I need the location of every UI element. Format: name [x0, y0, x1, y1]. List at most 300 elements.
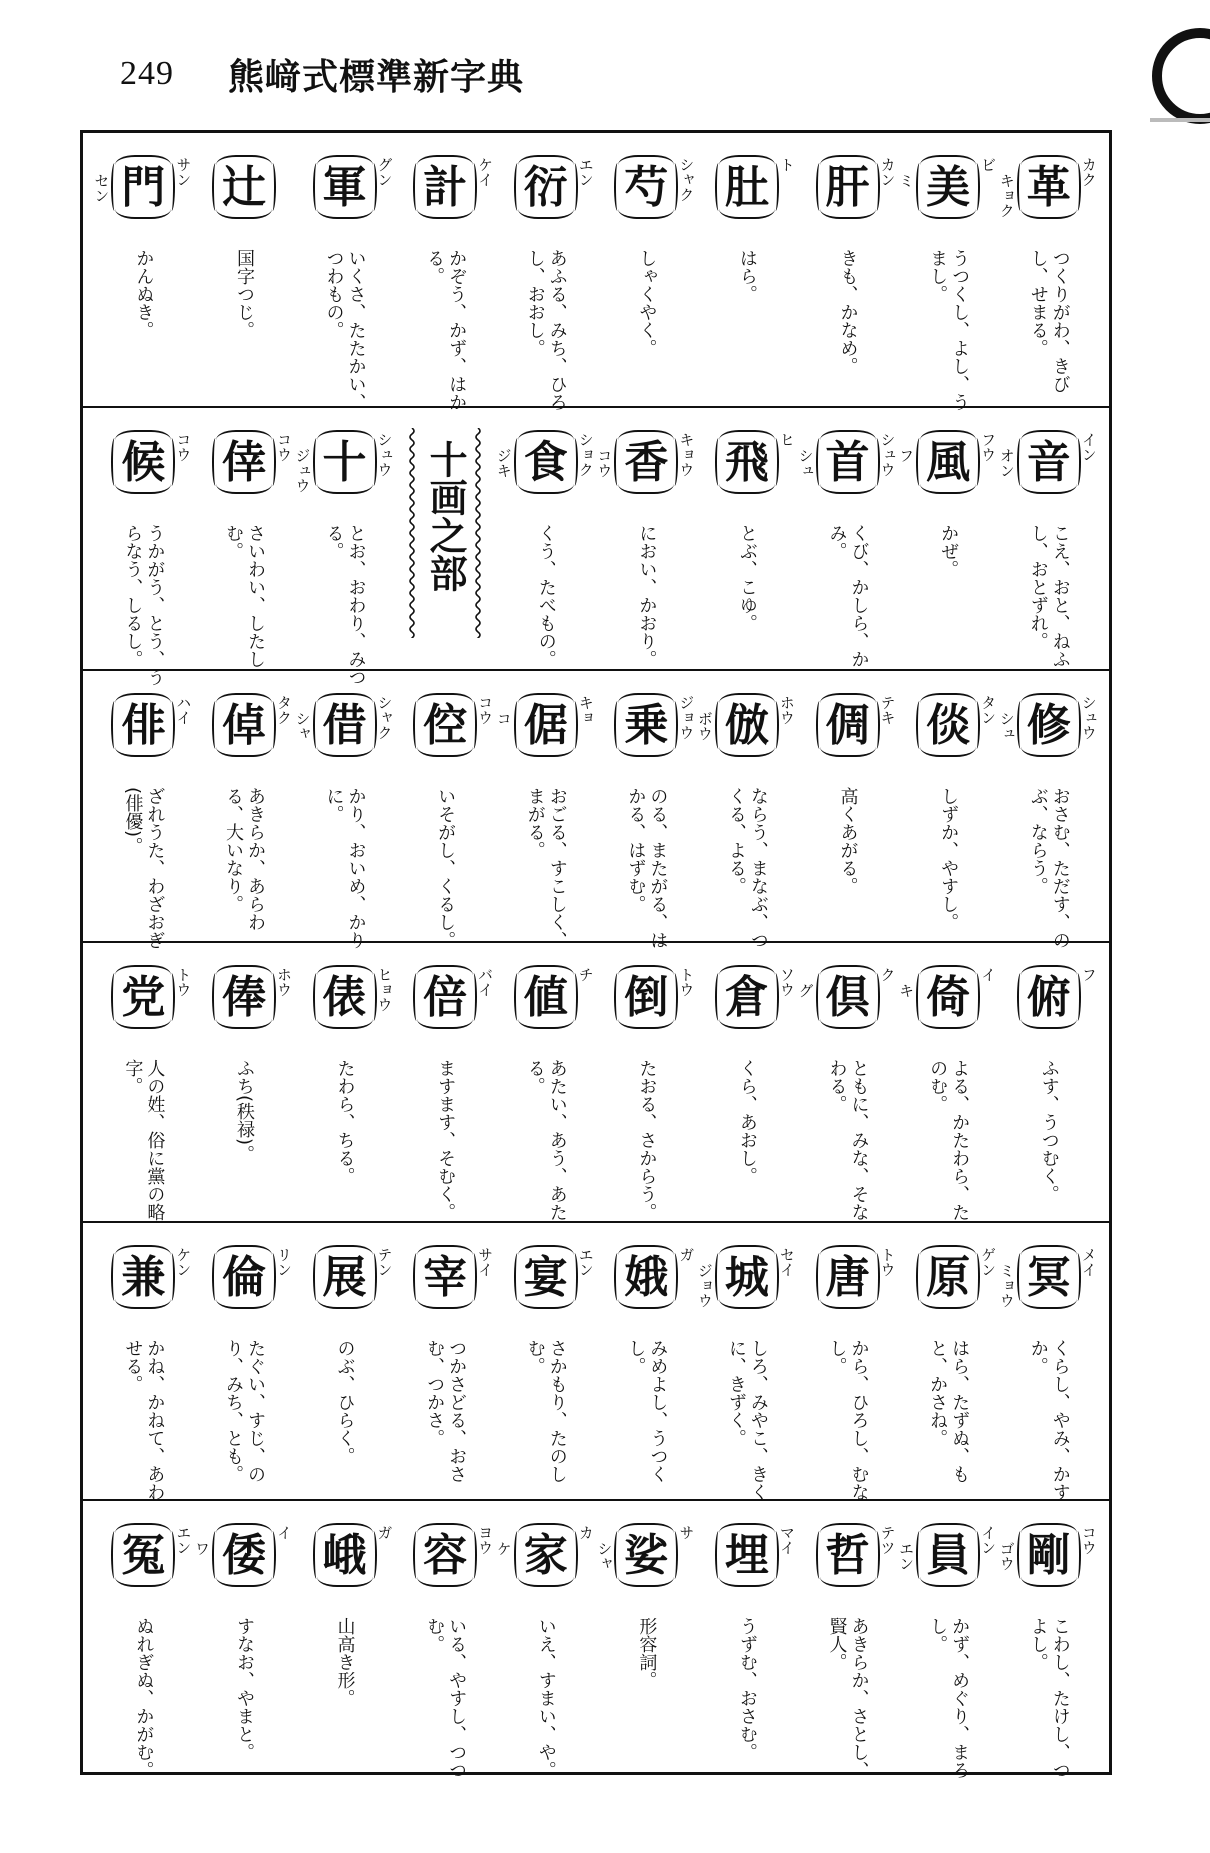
- kanji-character: 倚: [926, 972, 971, 1023]
- entry-meaning: ともに、みな、そなわる。: [826, 1059, 870, 1221]
- kanji-bracket-frame: [820, 965, 876, 1029]
- dictionary-entry: [494, 671, 596, 949]
- on-reading: マイ: [777, 1525, 796, 1555]
- dictionary-entry: [697, 133, 798, 406]
- alt-reading: コ: [494, 711, 513, 726]
- on-reading: ヒョウ: [375, 967, 394, 1012]
- kanji-character: 芍: [624, 162, 669, 213]
- kanji-bracket-frame: [719, 693, 775, 757]
- kanji-bracket-frame: [518, 430, 574, 494]
- dictionary-entry: [93, 671, 194, 949]
- kanji-character: 倨: [523, 700, 568, 751]
- dictionary-entry: [596, 133, 697, 406]
- kanji-character: 城: [724, 1252, 769, 1303]
- dictionary-entry: [797, 1223, 898, 1499]
- kanji-bracket-frame: [216, 430, 272, 494]
- kanji-character: 肚: [724, 162, 769, 213]
- alt-reading: ミョウ: [997, 1263, 1016, 1308]
- alt-reading: ゴウ: [997, 1541, 1016, 1571]
- on-reading: エン: [174, 1525, 193, 1555]
- kanji-bracket-frame: [518, 965, 574, 1029]
- kanji-character: 冥: [1026, 1252, 1071, 1303]
- on-reading: シュウ: [375, 432, 394, 477]
- entry-meaning: かね、かねて、あわせる。: [122, 1339, 166, 1501]
- kanji-bracket-frame: [820, 430, 876, 494]
- kanji-bracket-frame: [317, 1245, 373, 1309]
- dictionary-entry: [395, 943, 496, 1221]
- on-reading: カン: [878, 157, 897, 187]
- entry-meaning: とぶ、こゆ。: [736, 524, 758, 632]
- on-reading: ガ: [375, 1525, 394, 1540]
- entry-meaning: うかがう、とう、うらなう、しるし。: [122, 524, 166, 686]
- dictionary-entry: [93, 1223, 194, 1499]
- kanji-bracket-frame: [920, 693, 976, 757]
- entry-meaning: みめよし、うつくし。: [625, 1339, 669, 1483]
- entry-meaning: いる、やすし、つつむ。: [424, 1617, 468, 1779]
- kanji-bracket-frame: [115, 1245, 171, 1309]
- entry-row: [83, 408, 1109, 686]
- kanji-bracket-frame: [820, 693, 876, 757]
- kanji-bracket-frame: [216, 965, 272, 1029]
- entry-meaning: しろ、みやこ、きくに、きずく。: [725, 1339, 769, 1501]
- entry-meaning: ならう、まなぶ、つくる、よる。: [725, 787, 769, 949]
- kanji-character: 俯: [1026, 972, 1071, 1023]
- dictionary-entry: [93, 133, 194, 406]
- kanji-character: 兼: [121, 1252, 166, 1303]
- entry-meaning: いえ、すまい、や。: [535, 1617, 557, 1779]
- dictionary-entry: [596, 943, 697, 1221]
- kanji-character: 計: [423, 162, 468, 213]
- dictionary-entry: [395, 1501, 496, 1779]
- on-reading: ジョウ: [677, 695, 696, 740]
- on-reading: セイ: [777, 1247, 796, 1277]
- kanji-character: 風: [926, 437, 971, 488]
- on-reading: ショク: [576, 432, 595, 477]
- entry-meaning: あきらか、さとし、賢人。: [826, 1617, 870, 1779]
- alt-reading: オン: [997, 448, 1016, 478]
- on-reading: カク: [1079, 157, 1098, 187]
- alt-reading: コウ: [595, 448, 614, 478]
- entry-row: [83, 133, 1109, 411]
- entry-meaning: のぶ、ひらく。: [334, 1339, 356, 1465]
- on-reading: タン: [979, 695, 998, 725]
- entry-meaning: 山高き形。: [334, 1617, 356, 1707]
- dictionary-entry: [596, 671, 697, 949]
- entry-meaning: たわら、ちる。: [334, 1059, 356, 1185]
- on-reading: テツ: [878, 1525, 897, 1555]
- alt-reading: キョク: [997, 173, 1016, 218]
- kanji-bracket-frame: [618, 1523, 674, 1587]
- entry-meaning: しずか、やすし。: [938, 787, 960, 931]
- entry-meaning: 国字つじ。: [233, 249, 255, 339]
- dictionary-entry: [898, 408, 999, 669]
- entry-row: [83, 671, 1109, 949]
- entry-meaning: きも、かなめ。: [837, 249, 859, 375]
- on-reading: シュウ: [878, 432, 897, 477]
- alt-reading: ケ: [494, 1541, 513, 1556]
- on-reading: イン: [979, 1525, 998, 1555]
- entry-meaning: つくりがわ、きびし、せまる。: [1027, 249, 1071, 393]
- on-reading: フ: [1079, 967, 1098, 982]
- entry-meaning: ざれうた、わざおぎ(俳優)。: [122, 787, 166, 949]
- entry-meaning: あふる、みち、ひろし、おおし。: [524, 249, 568, 411]
- entry-meaning: かぜ。: [938, 524, 960, 578]
- entry-meaning: かず、めぐり、まろし。: [927, 1617, 971, 1779]
- kanji-bracket-frame: [216, 693, 272, 757]
- entry-meaning: さかもり、たのしむ。: [524, 1339, 568, 1483]
- dictionary-entry: [194, 671, 295, 941]
- kanji-character: 値: [523, 972, 568, 1023]
- kanji-bracket-frame: [317, 155, 373, 219]
- dictionary-entry: [797, 943, 898, 1221]
- entry-row: [83, 1501, 1109, 1779]
- section-title: 十画之部: [423, 440, 468, 592]
- kanji-character: 宴: [523, 1252, 568, 1303]
- on-reading: メイ: [1079, 1247, 1098, 1277]
- entry-meaning: ぬれぎぬ、かがむ。: [133, 1617, 155, 1779]
- kanji-bracket-frame: [920, 430, 976, 494]
- kanji-bracket-frame: [920, 1523, 976, 1587]
- kanji-bracket-frame: [216, 1245, 272, 1309]
- kanji-character: 飛: [724, 437, 769, 488]
- on-reading: バイ: [476, 967, 495, 997]
- kanji-bracket-frame: [719, 430, 775, 494]
- alt-reading: エン: [897, 1541, 916, 1571]
- dictionary-entry: [898, 671, 999, 941]
- dictionary-entry: [596, 408, 697, 669]
- kanji-bracket-frame: [1021, 155, 1077, 219]
- on-reading: カ: [576, 1525, 595, 1540]
- dictionary-entry: [998, 408, 1099, 669]
- entry-row: [83, 943, 1109, 1223]
- kanji-character: 倜: [825, 700, 870, 751]
- kanji-bracket-frame: [115, 965, 171, 1029]
- kanji-bracket-frame: [115, 1523, 171, 1587]
- kanji-bracket-frame: [518, 1245, 574, 1309]
- on-reading: コウ: [1079, 1525, 1098, 1555]
- dictionary-entry: [194, 133, 295, 406]
- dictionary-entry: [897, 1501, 999, 1779]
- on-reading: キョウ: [677, 432, 696, 477]
- alt-reading: セン: [92, 173, 111, 203]
- kanji-bracket-frame: [518, 1523, 574, 1587]
- kanji-character: 俳: [121, 700, 166, 751]
- entry-meaning: あきらか、あらわる、大いなり。: [222, 787, 266, 931]
- kanji-bracket-frame: [719, 965, 775, 1029]
- wavy-border-decoration: [473, 428, 483, 638]
- on-reading: トウ: [174, 967, 193, 997]
- kanji-character: 展: [322, 1252, 367, 1303]
- kanji-bracket-frame: [417, 1245, 473, 1309]
- kanji-character: 衍: [523, 162, 568, 213]
- kanji-character: 音: [1026, 437, 1071, 488]
- kanji-bracket-frame: [317, 965, 373, 1029]
- dictionary-entry: [395, 671, 496, 949]
- kanji-bracket-frame: [618, 1245, 674, 1309]
- kanji-bracket-frame: [115, 430, 171, 494]
- on-reading: イン: [1079, 432, 1098, 462]
- page-number: 249: [120, 55, 174, 92]
- dictionary-entry: [293, 408, 395, 686]
- alt-reading: シュ: [997, 711, 1016, 741]
- kanji-bracket-frame: [618, 965, 674, 1029]
- kanji-bracket-frame: [417, 693, 473, 757]
- kanji-bracket-frame: [920, 155, 976, 219]
- dictionary-entry: [395, 1223, 496, 1499]
- on-reading: ハイ: [174, 695, 193, 725]
- on-reading: タク: [274, 695, 293, 725]
- dictionary-entry: [998, 943, 1099, 1221]
- on-reading: サイ: [476, 1247, 495, 1277]
- entry-meaning: かんぬき。: [133, 249, 155, 339]
- on-reading: イ: [274, 1525, 293, 1540]
- kanji-bracket-frame: [1021, 430, 1077, 494]
- kanji-character: 俸: [221, 972, 266, 1023]
- alt-reading: ボウ: [695, 711, 714, 741]
- kanji-character: 候: [121, 437, 166, 488]
- kanji-character: 修: [1026, 700, 1071, 751]
- entry-meaning: ふち(秩禄)。: [233, 1059, 255, 1164]
- dictionary-entry: [293, 671, 395, 949]
- kanji-bracket-frame: [920, 1245, 976, 1309]
- on-reading: ガ: [677, 1247, 696, 1262]
- alt-reading: ミ: [897, 173, 916, 188]
- on-reading: ゲン: [979, 1247, 998, 1277]
- kanji-bracket-frame: [820, 1523, 876, 1587]
- on-reading: サン: [174, 157, 193, 187]
- kanji-character: 倉: [724, 972, 769, 1023]
- kanji-bracket-frame: [920, 965, 976, 1029]
- dictionary-entry: [395, 133, 496, 411]
- on-reading: フウ: [979, 432, 998, 462]
- dictionary-entry: [194, 1223, 295, 1499]
- entry-row: [83, 1223, 1109, 1501]
- kanji-character: 食: [523, 437, 568, 488]
- kanji-character: 冤: [121, 1530, 166, 1581]
- on-reading: エン: [576, 157, 595, 187]
- alt-reading: ワ: [192, 1541, 211, 1556]
- entry-meaning: 人の姓、俗に黨の略字。: [122, 1059, 166, 1221]
- on-reading: ビ: [979, 157, 998, 172]
- corner-line-mark: [1150, 118, 1210, 122]
- dictionary-entry: [294, 1501, 395, 1772]
- entry-meaning: こわし、たけし、つよし。: [1027, 1617, 1071, 1779]
- kanji-character: 辻: [221, 162, 266, 213]
- dictionary-entry: [495, 133, 596, 411]
- on-reading: トウ: [878, 1247, 897, 1277]
- entry-meaning: とお、おわり、みつる。: [323, 524, 367, 686]
- on-reading: ヨウ: [476, 1525, 495, 1555]
- alt-reading: キ: [897, 983, 916, 998]
- entry-meaning: くう、たべもの。: [535, 524, 557, 668]
- kanji-character: 娑: [624, 1530, 669, 1581]
- kanji-character: 倥: [423, 700, 468, 751]
- kanji-bracket-frame: [417, 1523, 473, 1587]
- dictionary-entry: [93, 943, 194, 1221]
- alt-reading: シュ: [796, 448, 815, 478]
- kanji-bracket-frame: [518, 155, 574, 219]
- on-reading: テキ: [878, 695, 897, 725]
- on-reading: ク: [878, 967, 897, 982]
- entry-meaning: くび、かしら、かみ。: [826, 524, 870, 668]
- entry-meaning: すなお、やまと。: [233, 1617, 255, 1761]
- kanji-bracket-frame: [820, 155, 876, 219]
- on-reading: ト: [777, 157, 796, 172]
- kanji-bracket-frame: [518, 693, 574, 757]
- dictionary-entry: [596, 1223, 697, 1499]
- dictionary-entry: [495, 408, 596, 669]
- dictionary-entry: [93, 408, 194, 686]
- entry-meaning: おごる、すこしく、まがる。: [524, 787, 568, 949]
- dictionary-grid: [80, 130, 1112, 1779]
- entry-meaning: こえ、おと、ねふし、おとずれ。: [1027, 524, 1071, 668]
- entry-meaning: くらし、やみ、かすか。: [1027, 1339, 1071, 1501]
- dictionary-entry: [998, 1223, 1099, 1499]
- kanji-character: 唐: [825, 1252, 870, 1303]
- wavy-border-decoration: [407, 428, 417, 638]
- on-reading: シャク: [375, 695, 394, 740]
- section-heading: [395, 408, 496, 669]
- on-reading: ケン: [174, 1247, 193, 1277]
- entry-meaning: あたい、あう、あたる。: [524, 1059, 568, 1221]
- dictionary-entry: [194, 943, 295, 1221]
- alt-reading: ジキ: [494, 448, 513, 478]
- kanji-bracket-frame: [216, 155, 272, 219]
- dictionary-entry: [596, 1501, 697, 1772]
- on-reading: リン: [274, 1247, 293, 1277]
- dictionary-entry: [495, 943, 596, 1221]
- kanji-character: 埋: [724, 1530, 769, 1581]
- book-title: 熊﨑式標準新字典: [228, 56, 525, 98]
- kanji-character: 倓: [926, 700, 971, 751]
- entry-meaning: 高くあがる。: [837, 787, 859, 895]
- alt-reading: グ: [796, 983, 815, 998]
- dictionary-entry: [697, 943, 798, 1221]
- on-reading: グン: [375, 157, 394, 187]
- dictionary-entry: [294, 133, 395, 411]
- entry-meaning: いくさ、たたかい、つわもの。: [323, 249, 367, 411]
- kanji-character: 乗: [624, 700, 669, 751]
- kanji-bracket-frame: [1021, 1245, 1077, 1309]
- dictionary-entry: [494, 1501, 596, 1779]
- entry-meaning: くら、あおし。: [736, 1059, 758, 1185]
- on-reading: シャク: [677, 157, 696, 202]
- kanji-character: 倒: [624, 972, 669, 1023]
- kanji-character: 哲: [825, 1530, 870, 1581]
- entry-meaning: いそがし、くるし。: [435, 787, 457, 949]
- kanji-character: 峨: [322, 1530, 367, 1581]
- kanji-character: 娥: [624, 1252, 669, 1303]
- on-reading: ソウ: [777, 967, 796, 997]
- dictionary-entry: [797, 1501, 898, 1779]
- on-reading: ヒ: [777, 432, 796, 447]
- alt-reading: フ: [897, 448, 916, 463]
- entry-meaning: かぞう、かず、はかる。: [424, 249, 468, 411]
- kanji-bracket-frame: [417, 155, 473, 219]
- entry-meaning: から、ひろし、むなし。: [826, 1339, 870, 1501]
- kanji-character: 香: [624, 437, 669, 488]
- kanji-character: 党: [121, 972, 166, 1023]
- kanji-bracket-frame: [1021, 965, 1077, 1029]
- entry-meaning: うつくし、よし、うまし。: [927, 249, 971, 411]
- on-reading: ホウ: [274, 967, 293, 997]
- dictionary-entry: [997, 1501, 1099, 1779]
- alt-reading: ジュウ: [293, 448, 312, 493]
- entry-meaning: はら。: [736, 249, 758, 303]
- entry-meaning: はら、たずぬ、もと、かさね。: [927, 1339, 971, 1483]
- on-reading: サ: [677, 1525, 696, 1540]
- kanji-bracket-frame: [1021, 1523, 1077, 1587]
- kanji-character: 倬: [221, 700, 266, 751]
- kanji-character: 倫: [221, 1252, 266, 1303]
- dictionary-entry: [697, 1501, 798, 1772]
- kanji-bracket-frame: [719, 155, 775, 219]
- kanji-bracket-frame: [317, 430, 373, 494]
- kanji-character: 首: [825, 437, 870, 488]
- kanji-bracket-frame: [115, 693, 171, 757]
- kanji-character: 俵: [322, 972, 367, 1023]
- kanji-character: 員: [926, 1530, 971, 1581]
- kanji-bracket-frame: [820, 1245, 876, 1309]
- kanji-character: 倣: [724, 700, 769, 751]
- on-reading: イ: [979, 967, 998, 982]
- dictionary-entry: [697, 408, 798, 669]
- entry-meaning: のる、またがる、はかる、はずむ。: [625, 787, 669, 949]
- kanji-bracket-frame: [115, 155, 171, 219]
- kanji-character: 十: [322, 437, 367, 488]
- kanji-character: 門: [121, 162, 166, 213]
- on-reading: キョ: [576, 695, 595, 725]
- entry-meaning: しゃくやく。: [636, 249, 658, 357]
- on-reading: コウ: [476, 695, 495, 725]
- dictionary-entry: [695, 671, 798, 949]
- kanji-character: 容: [423, 1530, 468, 1581]
- kanji-character: 剛: [1026, 1530, 1071, 1581]
- dictionary-entry: [294, 943, 395, 1221]
- dictionary-entry: [697, 1223, 798, 1499]
- kanji-character: 倖: [221, 437, 266, 488]
- kanji-character: 美: [926, 162, 971, 213]
- dictionary-entry: [897, 133, 999, 411]
- kanji-bracket-frame: [618, 155, 674, 219]
- on-reading: コウ: [274, 432, 293, 462]
- dictionary-entry: [898, 943, 999, 1221]
- kanji-character: 革: [1026, 162, 1071, 213]
- kanji-bracket-frame: [719, 1523, 775, 1587]
- entry-meaning: つかさどる、おさむ、つかさ。: [424, 1339, 468, 1483]
- entry-meaning: おさむ、ただす、のぶ、ならう。: [1027, 787, 1071, 949]
- kanji-bracket-frame: [618, 430, 674, 494]
- kanji-bracket-frame: [317, 1523, 373, 1587]
- alt-reading: シャ: [595, 1541, 614, 1571]
- kanji-bracket-frame: [216, 1523, 272, 1587]
- entry-meaning: におい、かおり。: [636, 524, 658, 668]
- entry-meaning: うずむ、おさむ。: [736, 1617, 758, 1761]
- kanji-character: 軍: [322, 162, 367, 213]
- on-reading: コウ: [174, 432, 193, 462]
- entry-meaning: ふす、うつむく。: [1038, 1059, 1060, 1203]
- dictionary-entry: [194, 408, 295, 669]
- entry-meaning: 形容詞。: [636, 1617, 658, 1689]
- kanji-character: 倭: [221, 1530, 266, 1581]
- on-reading: チ: [576, 967, 595, 982]
- dictionary-entry: [797, 133, 898, 406]
- dictionary-entry: [998, 133, 1099, 406]
- corner-ring-mark: [1152, 28, 1210, 124]
- kanji-bracket-frame: [719, 1245, 775, 1309]
- dictionary-entry: [797, 408, 898, 669]
- alt-reading: ジョウ: [695, 1263, 714, 1308]
